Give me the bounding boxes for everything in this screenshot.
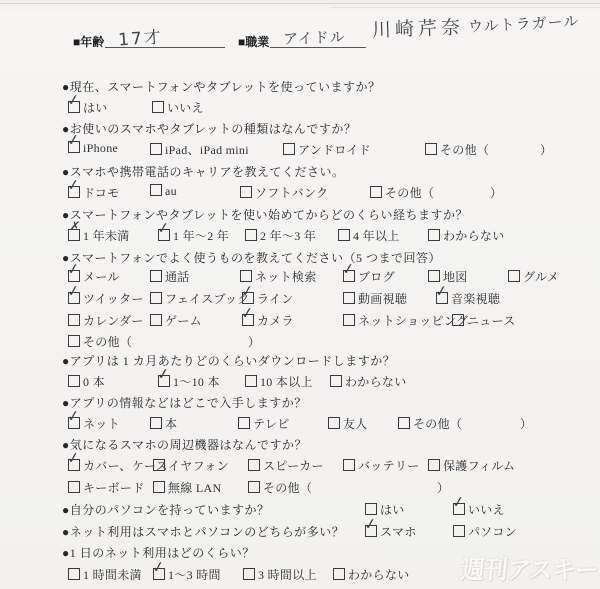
empty-checkbox-icon [68, 335, 80, 347]
survey-option [248, 479, 312, 496]
survey-option [150, 141, 249, 158]
checked-checkbox-icon [365, 525, 377, 537]
question-net-device: ●ネット利用はスマホとパソコンのどちらが多い？ [62, 525, 345, 539]
survey-option [68, 312, 144, 329]
option-label: ブログ [358, 270, 395, 284]
paren-close: ） [437, 481, 450, 495]
option-label: いいえ [167, 101, 204, 115]
option-label: その他（ [440, 143, 490, 157]
survey-option [370, 184, 434, 201]
survey-option [238, 415, 290, 432]
option-label: スピーカー [263, 459, 324, 473]
question-own-pc: ●自分のパソコンを持っていますか？ [62, 503, 270, 517]
empty-checkbox-icon [240, 270, 252, 282]
option-label: 1 年～2 年 [173, 229, 230, 243]
survey-option [245, 373, 313, 390]
option-label: ニュース [467, 314, 516, 328]
empty-checkbox-icon [245, 375, 257, 387]
empty-checkbox-icon [238, 417, 250, 429]
empty-checkbox-icon [398, 417, 410, 429]
empty-checkbox-icon [150, 292, 162, 304]
empty-checkbox-icon [68, 568, 80, 580]
survey-option [343, 290, 407, 307]
survey-option [333, 566, 410, 583]
option-label: 本 [165, 417, 178, 431]
survey-option [428, 457, 515, 474]
empty-checkbox-icon [240, 186, 252, 198]
checked-checkbox-icon [68, 141, 80, 153]
empty-checkbox-icon [248, 459, 260, 471]
empty-checkbox-icon [150, 314, 162, 326]
option-label: ドコモ [83, 186, 120, 200]
options-row [0, 268, 600, 286]
survey-option [158, 227, 229, 244]
empty-checkbox-icon [428, 459, 440, 471]
options-row [0, 523, 600, 541]
empty-checkbox-icon [68, 375, 80, 387]
option-label: 地図 [443, 270, 468, 284]
survey-option [150, 184, 177, 199]
survey-option [428, 227, 505, 244]
empty-checkbox-icon [333, 568, 345, 580]
checked-checkbox-icon [68, 417, 80, 429]
survey-option [158, 373, 220, 390]
empty-checkbox-icon [338, 229, 350, 241]
survey-option [425, 141, 489, 158]
empty-checkbox-icon [150, 417, 162, 429]
option-label: 3 時間以上 [258, 568, 317, 582]
option-label: 1～10 本 [173, 375, 220, 389]
empty-checkbox-icon [328, 417, 340, 429]
checked-checkbox-icon [158, 229, 170, 241]
options-row [0, 227, 600, 245]
survey-option [508, 268, 559, 285]
checked-checkbox-icon [68, 186, 80, 198]
option-label: カバー、ケース [83, 459, 169, 473]
empty-checkbox-icon [245, 229, 257, 241]
option-label: イヤフォン [168, 459, 229, 473]
survey-option [153, 457, 229, 474]
question-peripherals: ●気になるスマホの周辺機器はなんですか？ [62, 438, 308, 452]
age-value-handwritten: 17才 [117, 27, 164, 51]
survey-option [68, 227, 130, 244]
option-label: はい [83, 101, 108, 115]
option-label: ライン [257, 292, 294, 306]
question-frequent-uses: ●スマートフォンでよく使うものを教えてください（5 つまで回答） [62, 251, 442, 265]
option-label: iPhone [83, 141, 119, 155]
empty-checkbox-icon [428, 229, 440, 241]
options-row [0, 290, 600, 308]
empty-checkbox-icon [153, 459, 165, 471]
option-label: 音楽視聴 [451, 292, 501, 306]
options-row [0, 373, 600, 391]
survey-option [68, 184, 119, 201]
options-row [0, 184, 600, 202]
empty-checkbox-icon [150, 270, 162, 282]
option-label: バッテリー [358, 459, 420, 473]
empty-checkbox-icon [425, 143, 437, 155]
option-label: ネット検索 [255, 270, 317, 284]
option-label: 動画視聴 [358, 292, 408, 306]
question-daily-net-time: ●1 日のネット利用はどのくらい？ [62, 546, 255, 560]
paren-close: ） [520, 417, 533, 431]
job-value-handwritten: アイドル [282, 27, 346, 49]
checked-checkbox-icon [242, 314, 254, 326]
survey-option [243, 566, 317, 583]
option-label: au [165, 184, 177, 198]
option-label: ネット [83, 417, 120, 431]
option-label: 通話 [165, 270, 190, 284]
option-label: メール [83, 270, 120, 284]
checked-checkbox-icon [68, 292, 80, 304]
survey-option [365, 523, 417, 540]
survey-option [245, 227, 316, 244]
checked-checkbox-icon [436, 292, 448, 304]
question-usage-duration: ●スマートフォンやタブレットを使い始めてからどのくらい経ちますか？ [62, 208, 468, 222]
empty-checkbox-icon [453, 525, 465, 537]
question-carrier: ●スマホや携帯電話のキャリアを教えてください。 [62, 165, 345, 179]
survey-option [338, 227, 400, 244]
survey-option [150, 268, 190, 285]
survey-option [68, 141, 118, 156]
checked-checkbox-icon [68, 459, 80, 471]
checked-checkbox-icon [158, 375, 170, 387]
paren-close: ） [490, 186, 503, 200]
question-app-downloads: ●アプリは 1 カ月あたりどのくらいダウンロードしますか？ [62, 354, 396, 368]
empty-checkbox-icon [153, 481, 165, 493]
option-label: 友人 [343, 417, 368, 431]
survey-option [283, 141, 371, 158]
option-label: ネットショッピング [358, 314, 469, 328]
survey-option [68, 479, 145, 496]
survey-option [452, 312, 516, 329]
option-label: その他（ [385, 186, 435, 200]
option-label: テレビ [253, 417, 290, 431]
option-label: ゲーム [165, 314, 202, 328]
empty-checkbox-icon [508, 270, 520, 282]
survey-option [150, 290, 250, 307]
option-label: いいえ [468, 503, 505, 517]
survey-option [343, 312, 468, 329]
empty-checkbox-icon [150, 184, 162, 196]
survey-option [436, 290, 500, 307]
empty-checkbox-icon [370, 186, 382, 198]
survey-option [68, 415, 120, 432]
checked-checkbox-icon [343, 270, 355, 282]
empty-checkbox-icon [343, 314, 355, 326]
checked-checkbox-icon [453, 503, 465, 515]
option-label: その他（ [83, 335, 133, 349]
option-label: グルメ [523, 270, 560, 284]
option-label: 10 本以上 [260, 375, 313, 389]
empty-checkbox-icon [68, 481, 80, 493]
option-label: わからない [345, 375, 407, 389]
option-label: ソフトバンク [255, 186, 329, 200]
option-label: カメラ [257, 314, 294, 328]
checked-checkbox-icon [68, 101, 80, 113]
option-label: アンドロイド [298, 143, 371, 157]
survey-option [68, 290, 144, 307]
survey-option [152, 99, 204, 116]
option-label: 2 年～3 年 [260, 229, 317, 243]
option-label: 無線 LAN [168, 481, 222, 495]
scan-edge-line [0, 3, 600, 4]
question-device-type: ●お使いのスマホやタブレットの種類はなんですか？ [62, 122, 357, 136]
option-label: 1～3 時間 [168, 568, 221, 582]
survey-option [153, 566, 221, 583]
options-row [0, 501, 600, 519]
option-label: 0 本 [83, 375, 105, 389]
option-label: 保護フィルム [443, 459, 516, 473]
survey-option [453, 501, 505, 518]
survey-option [343, 268, 395, 285]
survey-option [248, 457, 324, 474]
survey-option [68, 99, 108, 116]
option-label: ツイッター [83, 292, 144, 306]
options-row [0, 99, 600, 117]
question-app-info-source: ●アプリの情報などはどこで入手しますか？ [62, 396, 307, 410]
option-label: パソコン [468, 525, 517, 539]
empty-checkbox-icon [428, 270, 440, 282]
option-label: 1 時間未満 [83, 568, 142, 582]
survey-option [68, 566, 142, 583]
survey-option [453, 523, 517, 540]
question-using-smartphone: ●現在、スマートフォンやタブレットを使っていますか？ [62, 80, 381, 94]
survey-option [153, 479, 221, 496]
paren-close: ） [248, 335, 261, 349]
watermark-weekly-ascii-logo: 週刊アスキー [459, 555, 600, 585]
option-label: フェイスブック [165, 292, 250, 306]
option-label: 4 年以上 [353, 229, 400, 243]
options-row [0, 333, 600, 351]
survey-option [240, 184, 328, 201]
option-label: 1 年未満 [83, 229, 130, 243]
survey-option [68, 373, 105, 390]
scan-edge-line-2 [330, 7, 600, 8]
options-row [0, 141, 600, 159]
empty-checkbox-icon [330, 375, 342, 387]
options-row [0, 312, 600, 330]
survey-option [398, 415, 462, 432]
survey-option [242, 312, 294, 329]
option-label: その他（ [413, 417, 463, 431]
option-label: わからない [443, 229, 505, 243]
empty-checkbox-icon [343, 459, 355, 471]
options-row [0, 415, 600, 433]
age-label: ■年齢 [73, 35, 105, 49]
empty-checkbox-icon [152, 101, 164, 113]
job-label: ■職業 [238, 35, 270, 49]
empty-checkbox-icon [283, 143, 295, 155]
empty-checkbox-icon [150, 143, 162, 155]
option-label: iPad、iPad mini [165, 143, 249, 157]
empty-checkbox-icon [68, 314, 80, 326]
option-label: カレンダー [83, 314, 144, 328]
paren-close: ） [540, 143, 553, 157]
survey-option [330, 373, 407, 390]
option-label: その他（ [263, 481, 313, 495]
crossed-checkbox-icon [68, 229, 80, 241]
options-row [0, 479, 600, 497]
option-label: わからない [348, 568, 410, 582]
survey-option [68, 333, 132, 350]
signature-group-handwritten: ウルトラガール [467, 12, 580, 36]
empty-checkbox-icon [243, 568, 255, 580]
survey-option [150, 312, 202, 329]
empty-checkbox-icon [343, 292, 355, 304]
signature-name-handwritten: 川崎芹奈 [371, 16, 465, 42]
options-row [0, 457, 600, 475]
survey-option [328, 415, 368, 432]
checked-checkbox-icon [153, 568, 165, 580]
survey-option [150, 415, 177, 432]
survey-option [343, 457, 420, 474]
option-label: キーボード [83, 481, 145, 495]
option-label: スマホ [380, 525, 417, 539]
empty-checkbox-icon [248, 481, 260, 493]
empty-checkbox-icon [452, 314, 464, 326]
option-label: はい [380, 503, 405, 517]
